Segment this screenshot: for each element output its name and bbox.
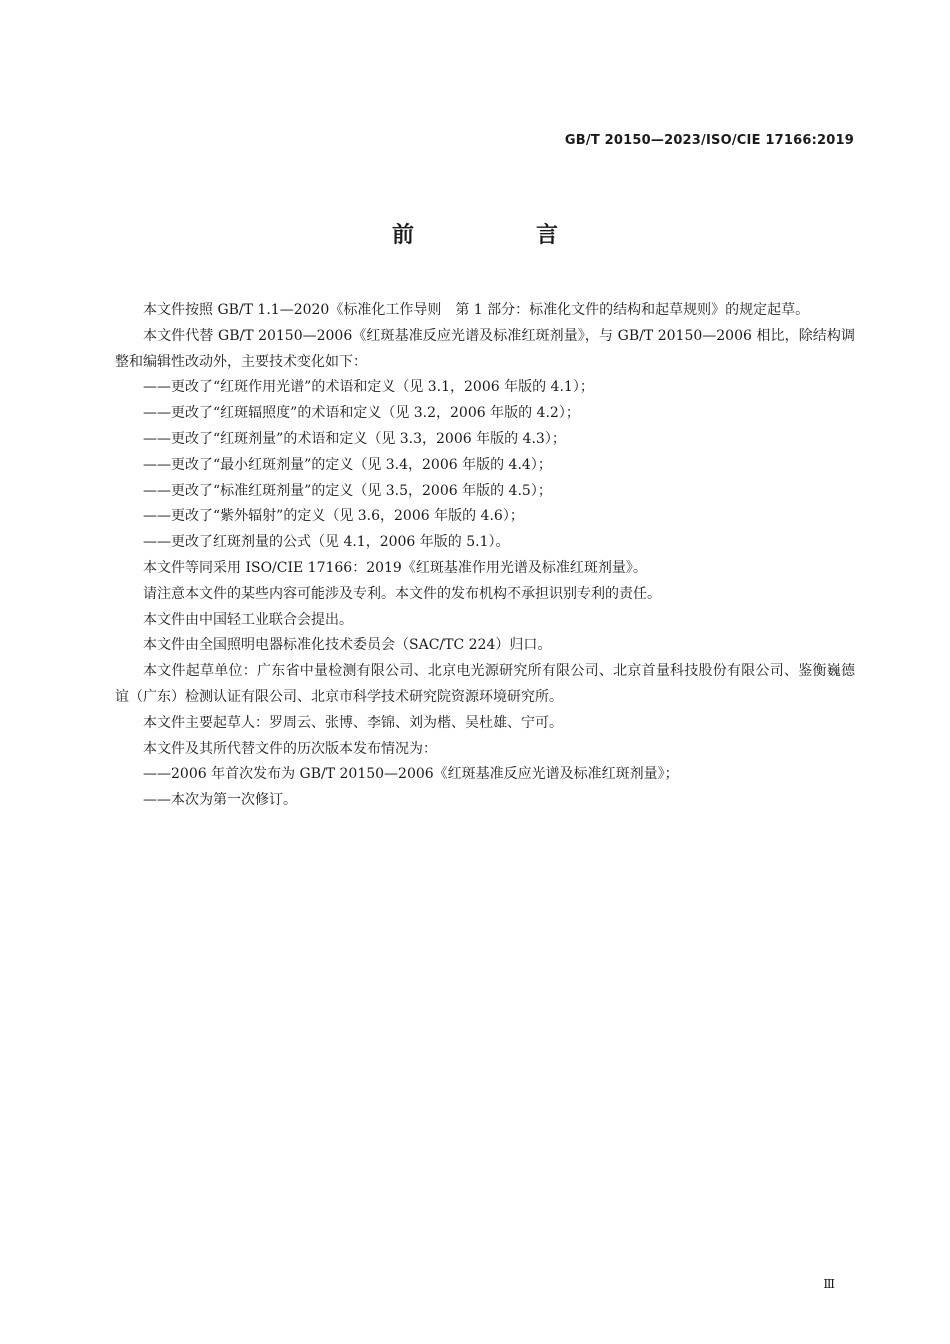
paragraph-patent-notice: 请注意本文件的某些内容可能涉及专利。本文件的发布机构不承担识别专利的责任。 (143, 585, 661, 602)
change-list (115, 375, 855, 556)
paragraph-drafting-units: 本文件起草单位：广东省中量检测有限公司、北京电光源研究所有限公司、北京首量科技股份有限公司、鉴衡巍德谊（广东）检测认证有限公司、北京市科学技术研究院资源环境研究所。 (115, 663, 855, 705)
history-list (115, 762, 855, 814)
change-item: ——更改了“最小红斑剂量”的定义（见 3.4，2006 年版的 4.4）； (143, 456, 552, 473)
paragraph-adoption: 本文件等同采用 ISO/CIE 17166：2019《红斑基准作用光谱及标准红斑剂量》。 (143, 559, 647, 576)
paragraph-drafters: 本文件主要起草人：罗周云、张博、李锦、刘为楷、吴杜雄、宁可。 (143, 714, 563, 731)
foreword-body (115, 298, 855, 814)
history-item: ——本次为第一次修订。 (143, 792, 297, 809)
change-item: ——更改了“红斑剂量”的术语和定义（见 3.3，2006 年版的 4.3）； (143, 430, 566, 447)
paragraph-drafting-rules: 本文件按照 GB/T 1.1—2020《标准化工作导则 第 1 部分：标准化文件的结构和起草规则》的规定起草。 (143, 302, 810, 318)
change-item: ——更改了“红斑作用光谱”的术语和定义（见 3.1，2006 年版的 4.1）； (143, 379, 594, 396)
history-item: ——2006 年首次发布为 GB/T 20150—2006《红斑基准反应光谱及标准红斑剂量》； (143, 766, 679, 783)
change-item: ——更改了红斑剂量的公式（见 4.1，2006 年版的 5.1）。 (143, 534, 510, 551)
paragraph-replacement: 本文件代替 GB/T 20150—2006《红斑基准反应光谱及标准红斑剂量》，与 GB/T 20150—2006 相比，除结构调整和编辑性改动外，主要技术变化如下： (115, 327, 855, 370)
change-item: ——更改了“红斑辐照度”的术语和定义（见 3.2，2006 年版的 4.2）； (143, 405, 580, 422)
page-number: Ⅲ (823, 1277, 835, 1291)
page-title: 前 言 (391, 223, 608, 248)
standard-code: GB/T 20150—2023/ISO/CIE 17166:2019 (564, 133, 854, 148)
paragraph-committee: 本文件由全国照明电器标准化技术委员会（SAC/TC 224）归口。 (143, 637, 552, 654)
change-item: ——更改了“标准红斑剂量”的定义（见 3.5，2006 年版的 4.5）； (143, 482, 552, 499)
paragraph-history-intro: 本文件及其所代替文件的历次版本发布情况为： (143, 740, 437, 757)
paragraph-proposer: 本文件由中国轻工业联合会提出。 (143, 611, 353, 628)
change-item: ——更改了“紫外辐射”的定义（见 3.6，2006 年版的 4.6）； (143, 508, 524, 525)
